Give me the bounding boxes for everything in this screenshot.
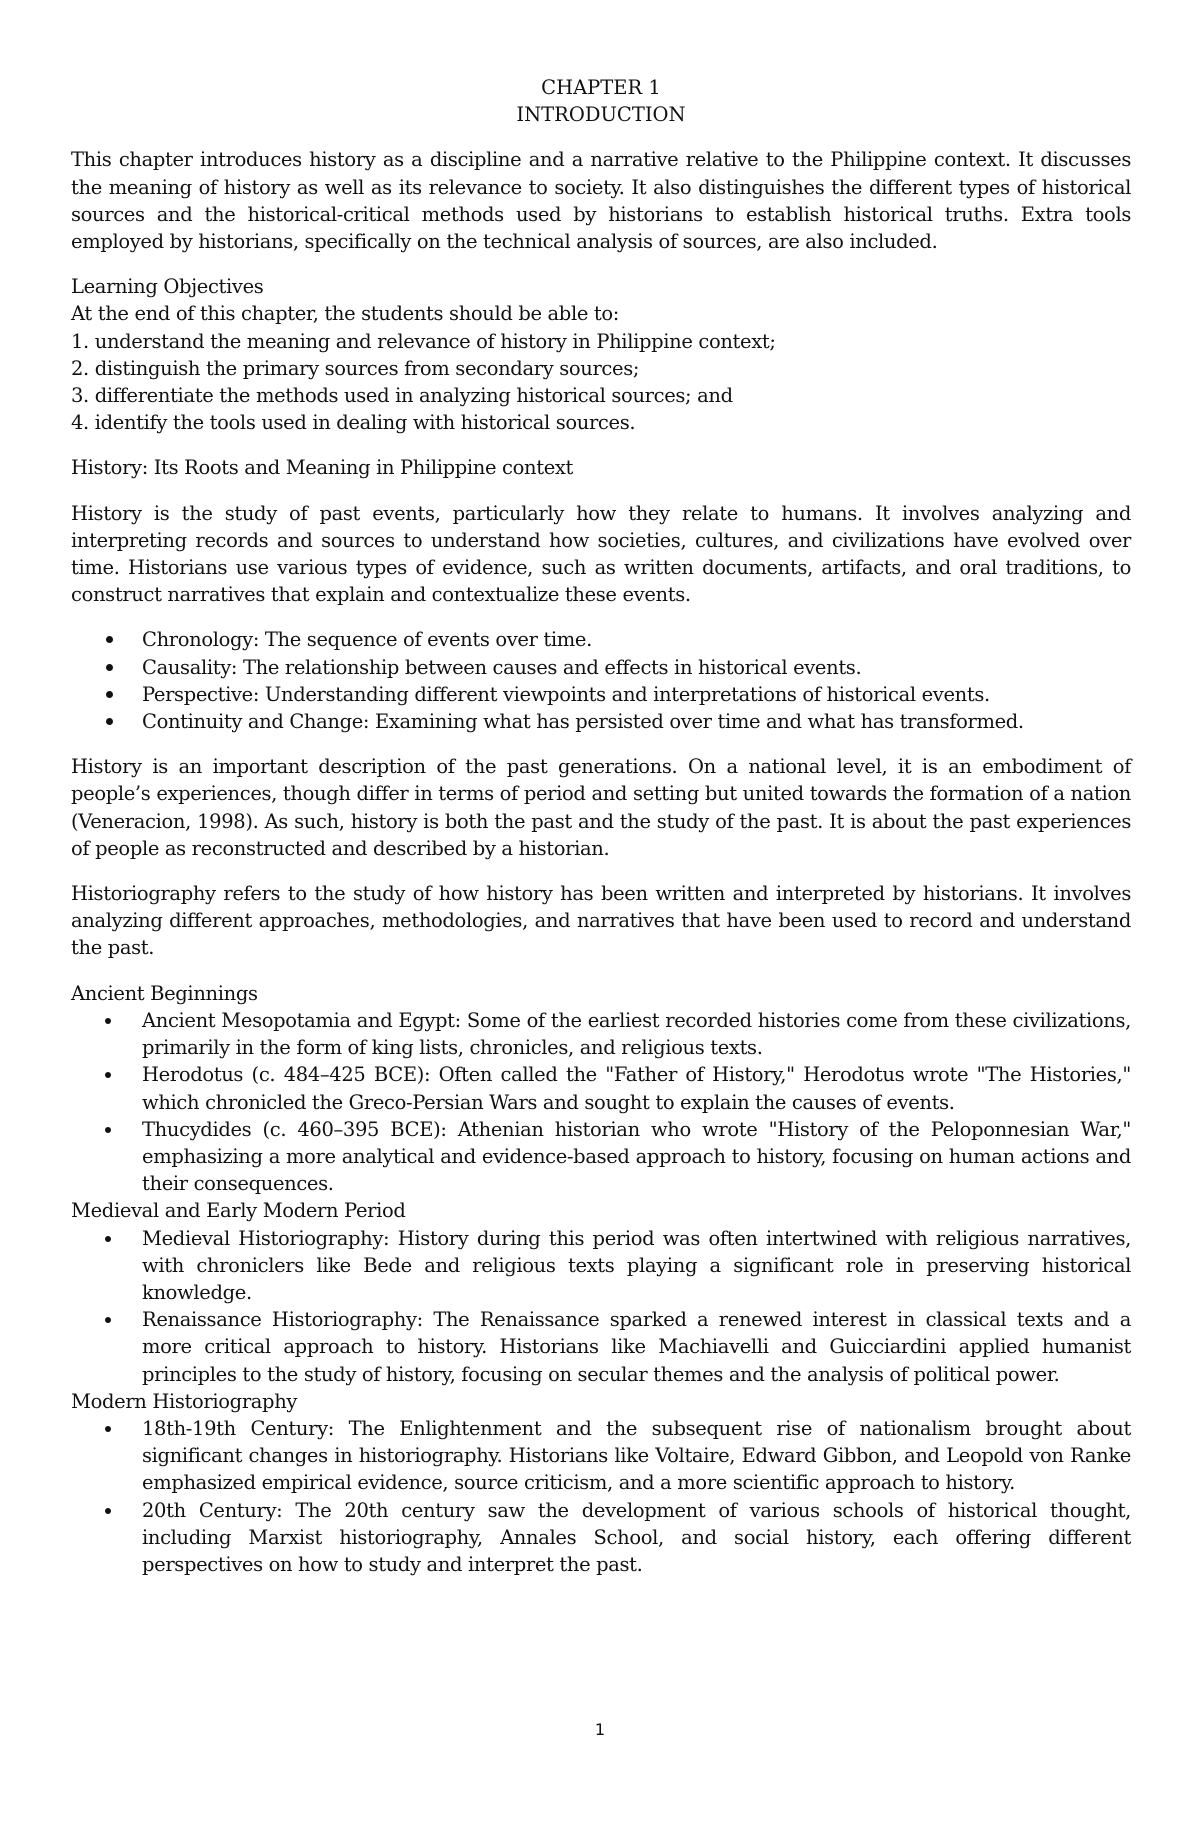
concept-text: Continuity and Change: Examining what has persisted over time and what has transformed.	[142, 710, 1024, 734]
bullet-icon	[106, 691, 113, 698]
bullet-icon	[106, 664, 113, 671]
bullet-icon	[105, 1236, 111, 1242]
bullet-icon	[105, 1018, 111, 1024]
list-item	[71, 654, 1131, 681]
list-item	[71, 681, 1131, 708]
list-item	[71, 708, 1131, 735]
bullet-icon	[105, 1127, 111, 1133]
bullet-icon	[105, 1317, 111, 1323]
history-paragraph: History is the study of past events, particularly how they relate to humans. It involves analyzing and interpreting records and sources to understand how societies, cultures, and civilizations have evolved over time. Historians use various types of evidence, such as written documents, artifacts, and oral traditions, to construct narratives that explain and contextualize these events.	[71, 501, 1131, 607]
period-heading: Modern Historiography	[71, 1389, 298, 1413]
list-item	[71, 1061, 1131, 1115]
list-item	[71, 626, 1131, 653]
bullet-icon	[105, 1072, 111, 1078]
period-list	[71, 1225, 1131, 1388]
bullet-icon	[106, 636, 113, 643]
learning-objectives-heading: Learning Objectives	[71, 275, 264, 299]
concept-text: Perspective: Understanding different viewpoints and interpretations of historical events.	[142, 682, 990, 706]
period-list	[71, 1415, 1131, 1578]
concept-text: Causality: The relationship between causes and effects in historical events.	[142, 655, 862, 679]
concept-text: Chronology: The sequence of events over time.	[142, 628, 592, 652]
period-item-text: Medieval Historiography: History during this period was often intertwined with religious narratives, with chroniclers like Bede and religious texts playing a significant role in preserving historical knowledge.	[142, 1226, 1131, 1304]
period-item-text: 18th-19th Century: The Enlightenment and the subsequent rise of nationalism brought about significant changes in historiography. Historians like Voltaire, Edward Gibbon, and Leopold von Ranke emphasized empirical evidence, source criticism, and a more scientific approach to history.	[142, 1416, 1131, 1495]
chapter-title: INTRODUCTION	[516, 103, 686, 127]
period-item-text: Thucydides (c. 460–395 BCE): Athenian historian who wrote "History of the Peloponnesian War," emphasizing a more analytical and evidence-based approach to history, focusing on human actions and their consequences.	[142, 1117, 1131, 1196]
section-heading: History: Its Roots and Meaning in Philippine context	[71, 456, 574, 480]
list-item	[71, 1225, 1131, 1307]
list-item	[71, 1116, 1131, 1198]
list-item	[71, 1415, 1131, 1497]
historiography-paragraph: Historiography refers to the study of how history has been written and interpreted by historians. It involves analyzing different approaches, methodologies, and narratives that have been used to record and understand the past.	[71, 882, 1131, 960]
bullet-icon	[105, 1426, 111, 1432]
list-item	[71, 1306, 1131, 1388]
objective-item: 2. distinguish the primary sources from secondary sources;	[71, 356, 640, 380]
importance-paragraph: History is an important description of the past generations. On a national level, it is an embodiment of people’s experiences, though differ in terms of period and setting but united towards the formation of a nation (Veneracion, 1998). As such, history is both the past and the study of the past. It is about the past experiences of people as reconstructed and described by a historian.	[71, 755, 1131, 860]
period-heading: Ancient Beginnings	[71, 981, 258, 1005]
objective-item: 4. identify the tools used in dealing with historical sources.	[71, 411, 636, 435]
page-number: 1	[594, 1720, 606, 1739]
list-item	[71, 1497, 1131, 1579]
chapter-number: CHAPTER 1	[541, 76, 661, 99]
bullet-icon	[106, 718, 113, 725]
period-item-text: Herodotus (c. 484–425 BCE): Often called the "Father of History," Herodotus wrote "The Histories," which chronicled the Greco-Persian Wars and sought to explain the causes of events.	[142, 1063, 1131, 1114]
period-item-text: Ancient Mesopotamia and Egypt: Some of the earliest recorded histories come from these civilizations, primarily in the form of king lists, chronicles, and religious texts.	[142, 1008, 1131, 1060]
period-item-text: Renaissance Historiography: The Renaissance sparked a renewed interest in classical texts and a more critical approach to history. Historians like Machiavelli and Guicciardini applied humanist principles to the study of history, focusing on secular themes and the analysis of political power.	[142, 1308, 1131, 1386]
period-item-text: 20th Century: The 20th century saw the development of various schools of historical thought, including Marxist historiography, Annales School, and social history, each offering different perspectives on how to study and interpret the past.	[142, 1498, 1131, 1576]
concepts-list	[71, 626, 1131, 735]
list-item	[71, 1007, 1131, 1061]
objective-item: 3. differentiate the methods used in analyzing historical sources; and	[71, 384, 733, 408]
period-heading: Medieval and Early Modern Period	[71, 1199, 406, 1223]
intro-paragraph: This chapter introduces history as a discipline and a narrative relative to the Philippine context. It discusses the meaning of history as well as its relevance to society. It also distinguishes the different types of historical sources and the historical-critical methods used by historians to establish historical truths. Extra tools employed by historians, specifically on the technical analysis of sources, are also included.	[71, 148, 1131, 254]
learning-objectives-lead: At the end of this chapter, the students should be able to:	[71, 302, 619, 326]
document-page	[71, 74, 1131, 1578]
bullet-icon	[105, 1508, 111, 1514]
period-list	[71, 1007, 1131, 1197]
objective-item: 1. understand the meaning and relevance of history in Philippine context;	[71, 329, 776, 353]
